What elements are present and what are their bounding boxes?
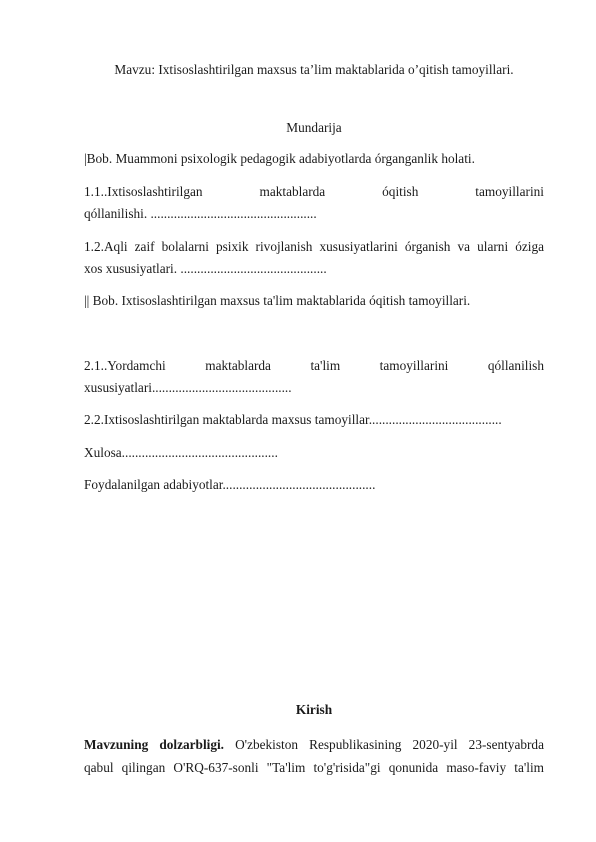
toc-section-1-1-line1: 1.1..Ixtisoslashtirilgan maktablarda óqitish tamoyillarini — [84, 184, 544, 199]
toc-title: Mundarija — [286, 120, 342, 135]
toc-section-1-2-line1: 1.2.Aqli zaif bolalarni psixik rivojlanish xususiyatlarini órganish va ularni óziga — [84, 239, 544, 254]
intro-bold-lead: Mavzuning dolzarbligi. — [84, 737, 224, 752]
toc-chapter-1: |Bob. Muammoni psixologik pedagogik adabiyotlarda órganganlik holati. — [84, 151, 475, 166]
topic-heading: Mavzu: Ixtisoslashtirilgan maxsus ta’lim maktablarida o’qitish tamoyillari. — [114, 62, 514, 77]
toc-adabiyotlar: Foydalanilgan adabiyotlar.............................................. — [84, 477, 376, 492]
toc-chapter-2: || Bob. Ixtisoslashtirilgan maxsus ta'lim maktablarida óqitish tamoyillari. — [84, 293, 471, 308]
kirish-heading: Kirish — [295, 702, 333, 717]
intro-paragraph — [84, 733, 544, 779]
toc-section-1-1-line2: qóllanilishi. .................................................. — [84, 206, 317, 221]
intro-line-2: qabul qilingan O'RQ-637-sonli "Ta'lim to'g'risida"gi qonunida maso-faviy ta'lim — [84, 760, 544, 775]
toc-section-2-1-line2: xususiyatlari.......................................... — [84, 380, 292, 395]
intro-line-1-rest: O'zbekiston Respublikasining 2020-yil 23-sentyabrda — [224, 737, 544, 752]
toc-section-1-2-line2: xos xususiyatlari. ............................................ — [84, 261, 327, 276]
toc-xulosa: Xulosa............................................... — [84, 445, 278, 460]
toc-section-2-2: 2.2.Ixtisoslashtirilgan maktablarda maxsus tamoyillar........................................ — [84, 412, 502, 427]
toc-section-2-1-line1: 2.1..Yordamchi maktablarda ta'lim tamoyillarini qóllanilish — [84, 358, 544, 373]
intro-line-1 — [84, 733, 544, 756]
